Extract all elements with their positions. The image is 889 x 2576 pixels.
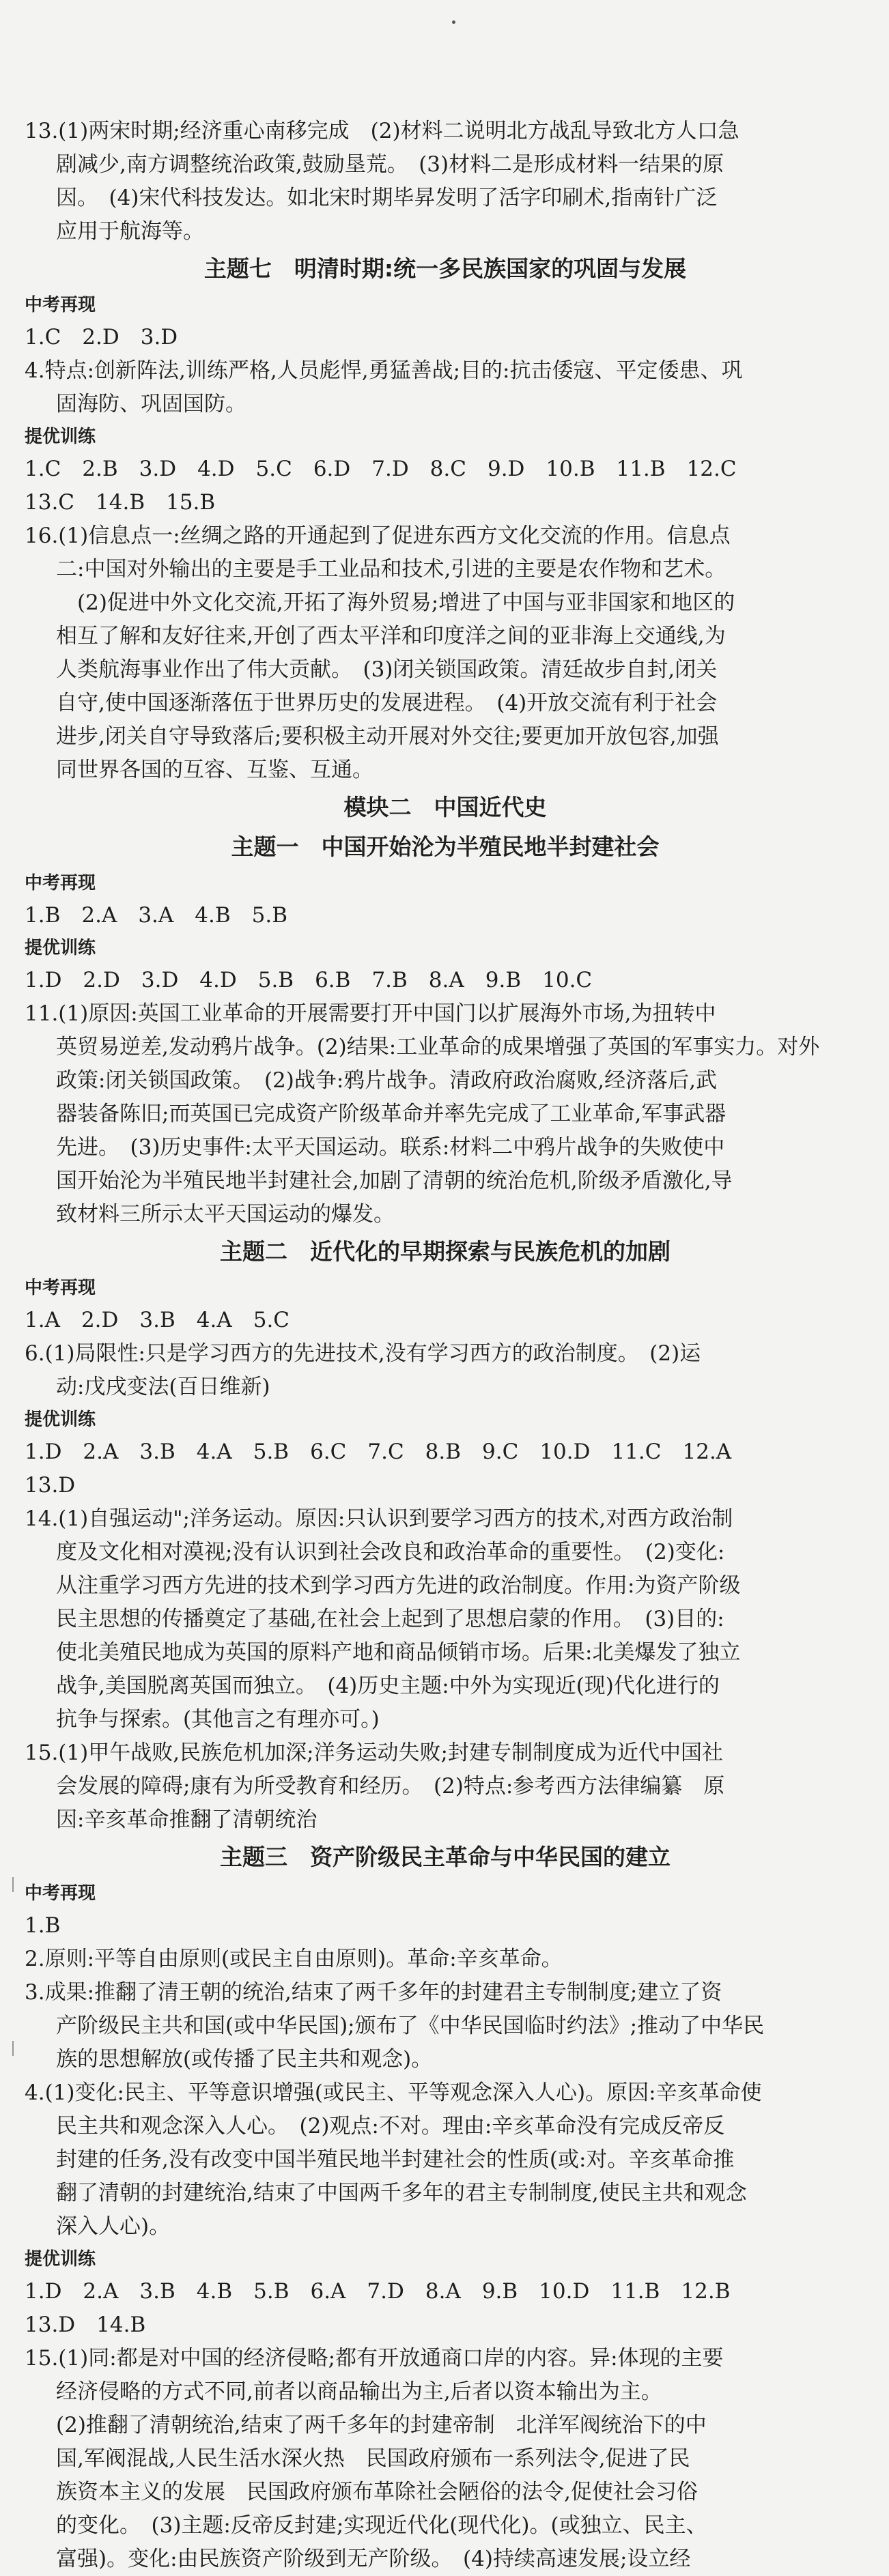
answer-line: 13.D [25,1473,76,1498]
subsection-label: 中考再现 [25,1883,96,1904]
answer-line: 国,军阀混战,人民生活水深火热 民国政府颁布一系列法令,促进了民 [56,2446,690,2471]
answer-line: 经济侵略的方式不同,前者以商品输出为主,后者以资本输出为主。 [56,2379,662,2404]
answer-line: 国开始沦为半殖民地半封建社会,加剧了清朝的统治危机,阶级矛盾激化,导 [56,1169,733,1193]
answer-line: 相互了解和友好往来,开创了西太平洋和印度洋之间的亚非海上交通线,为 [56,624,726,648]
answer-line: 剧减少,南方调整统治政策,鼓励垦荒。 (3)材料二是形成材料一结果的原 [56,152,724,177]
subsection-label: 提优训练 [25,427,96,447]
answer-line: 自守,使中国逐渐落伍于世界历史的发展进程。 (4)开放交流有利于社会 [56,691,718,715]
answer-line: 战争,美国脱离英国而独立。 (4)历史主题:中外为实现近(现)代化进行的 [56,1674,720,1698]
answer-line: 1.D 2.D 3.D 4.D 5.B 6.B 7.B 8.A 9.B 10.C [25,968,593,992]
answer-line: 政策:闭关锁国政策。 (2)战争:鸦片战争。清政府政治腐败,经济落后,武 [56,1068,718,1093]
answer-line: 人类航海事业作出了伟大贡献。 (3)闭关锁国政策。清廷故步自封,闭关 [56,657,718,682]
answer-line: 二:中国对外输出的主要是手工业品和技术,引进的主要是农作物和艺术。 [56,557,726,582]
subsection-label: 中考再现 [25,1278,96,1298]
answer-line: 深入人心)。 [56,2214,171,2239]
answer-line: 致材料三所示太平天国运动的爆发。 [56,1202,395,1227]
answer-line: 15.(1)同:都是对中国的经济侵略;都有开放通商口岸的内容。异:体现的主要 [25,2346,724,2371]
answer-line: 13.(1)两宋时期;经济重心南移完成 (2)材料二说明北方战乱导致北方人口急 [25,119,739,143]
section-heading: 模块二 中国近代史 [343,794,547,820]
answer-line: (2)促进中外文化交流,开拓了海外贸易;增进了中国与亚非国家和地区的 [56,590,735,615]
section-heading: 主题七 明清时期:统一多民族国家的巩固与发展 [203,255,687,282]
answer-line: 从注重学习西方先进的技术到学习西方先进的政治制度。作用:为资产阶级 [56,1573,741,1598]
section-heading: 主题三 资产阶级民主革命与中华民国的建立 [220,1844,671,1870]
answer-line: 民主共和观念深入人心。 (2)观点:不对。理由:辛亥革命没有完成反帝反 [56,2114,725,2138]
answer-line: 族的思想解放(或传播了民主共和观念)。 [56,2047,433,2072]
section-heading: 主题二 近代化的早期探索与民族危机的加剧 [220,1238,671,1265]
answer-line: 1.C 2.B 3.D 4.D 5.C 6.D 7.D 8.C 9.D 10.B 11.B 12.C [25,457,737,481]
answer-line: 同世界各国的互容、互鉴、互通。 [56,758,373,782]
scan-mark-dot [452,20,455,24]
answer-line: (2)推翻了清朝统治,结束了两千多年的封建帝制 北洋军阀统治下的中 [56,2413,707,2437]
subsection-label: 提优训练 [25,2249,96,2270]
answer-line: 4.特点:创新阵法,训练严格,人员彪悍,勇猛善战;目的:抗击倭寇、平定倭患、巩 [25,358,743,383]
answer-line: 11.(1)原因:英国工业革命的开展需要打开中国门以扩展海外市场,为扭转中 [25,1001,716,1026]
answer-line: 3.成果:推翻了清王朝的统治,结束了两千多年的封建君主专制制度;建立了资 [25,1980,722,2005]
answer-key-page [25,115,866,2576]
answer-line: 15.(1)甲午战败,民族危机加深;洋务运动失败;封建专制制度成为近代中国社 [25,1741,723,1765]
answer-line: 13.C 14.B 15.B [25,490,216,515]
answer-line: 16.(1)信息点一:丝绸之路的开通起到了促进东西方文化交流的作用。信息点 [25,524,731,548]
subsection-label: 中考再现 [25,873,96,893]
answer-line: 1.D 2.A 3.B 4.B 5.B 6.A 7.D 8.A 9.B 10.D 11.B 12.B [25,2279,731,2304]
answer-line: 族资本主义的发展 民国政府颁布革除社会陋俗的法令,促使社会习俗 [56,2480,698,2504]
subsection-label: 提优训练 [25,1409,96,1430]
subsection-label: 提优训练 [25,938,96,958]
answer-line: 先进。 (3)历史事件:太平天国运动。联系:材料二中鸦片战争的失败使中 [56,1135,725,1160]
answer-line: 动:戊戌变法(百日维新) [56,1375,270,1399]
answer-line: 13.D 14.B [25,2313,146,2337]
answer-line: 2.原则:平等自由原则(或民主自由原则)。革命:辛亥革命。 [25,1947,563,1971]
answer-line: 英贸易逆差,发动鸦片战争。(2)结果:工业革命的成果增强了英国的军事实力。对外 [56,1035,820,1059]
answer-line: 1.C 2.D 3.D [25,325,178,349]
answer-line: 应用于航海等。 [56,219,204,244]
answer-line: 1.D 2.A 3.B 4.A 5.B 6.C 7.C 8.B 9.C 10.D 11.C 12.A [25,1440,732,1464]
answer-line: 固海防、巩固国防。 [56,392,246,416]
answer-line: 使北美殖民地成为英国的原料产地和商品倾销市场。后果:北美爆发了独立 [56,1640,741,1665]
answer-line: 进步,闭关自守导致落后;要积极主动开展对外交往;要更加开放包容,加强 [56,724,719,749]
answer-line: 1.A 2.D 3.B 4.A 5.C [25,1308,290,1332]
section-heading: 主题一 中国开始沦为半殖民地半封建社会 [231,833,660,860]
margin-tick [12,1877,14,1892]
margin-tick [12,2041,14,2056]
answer-line: 度及文化相对漠视;没有认识到社会改良和政治革命的重要性。 (2)变化: [56,1540,725,1564]
subsection-label: 中考再现 [25,295,96,315]
answer-line: 器装备陈旧;而英国已完成资产阶级革命并率先完成了工业革命,军事武器 [56,1102,726,1126]
answer-line: 封建的任务,没有改变中国半殖民地半封建社会的性质(或:对。辛亥革命推 [56,2147,735,2172]
answer-line: 的变化。 (3)主题:反帝反封建;实现近代化(现代化)。(或独立、民主、 [56,2513,707,2538]
answer-line: 1.B [25,1913,61,1938]
answer-line: 翻了清朝的封建统治,结束了中国两千多年的君主专制制度,使民主共和观念 [56,2181,747,2205]
answer-line: 民主思想的传播奠定了基础,在社会上起到了思想启蒙的作用。 (3)目的: [56,1607,724,1631]
answer-line: 富强)。变化:由民族资产阶级到无产阶级。 (4)持续高速发展;设立经 [56,2547,691,2571]
answer-line: 产阶级民主共和国(或中华民国);颁布了《中华民国临时约法》;推动了中华民 [56,2014,765,2038]
answer-line: 抗争与探索。(其他言之有理亦可。) [56,1707,380,1732]
answer-line: 因。 (4)宋代科技发达。如北宋时期毕昇发明了活字印刷术,指南针广泛 [56,186,718,210]
answer-line: 6.(1)局限性:只是学习西方的先进技术,没有学习西方的政治制度。 (2)运 [25,1341,701,1366]
answer-line: 1.B 2.A 3.A 4.B 5.B [25,903,288,928]
answer-line: 14.(1)自强运动";洋务运动。原因:只认识到要学习西方的技术,对西方政治制 [25,1506,733,1531]
answer-line: 会发展的障碍;康有为所受教育和经历。 (2)特点:参考西方法律编纂 原 [56,1774,725,1799]
answer-line: 因:辛亥革命推翻了清朝统治 [56,1807,318,1832]
answer-line: 4.(1)变化:民主、平等意识增强(或民主、平等观念深入人心)。原因:辛亥革命使 [25,2080,762,2105]
